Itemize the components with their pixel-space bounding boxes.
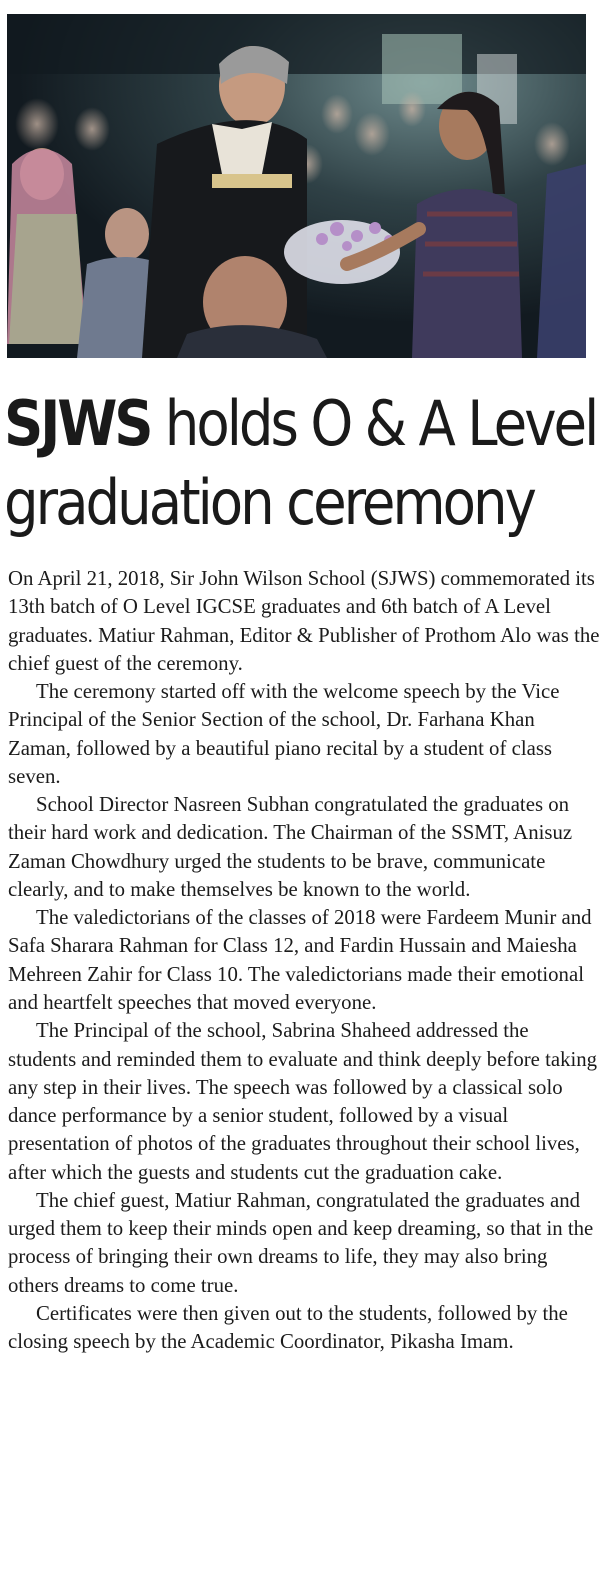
article-paragraph: The valedictorians of the classes of 2018 were Fardeem Munir and Safa Sharara Rahman for Class 12, and Fardin Hussain and Maiesha Mehreen Zahir for Class 10. The valedictorians made their emotional and heartfelt speeches that moved everyone. (8, 906, 592, 1014)
headline-line2: graduation ceremony (4, 466, 534, 539)
article-paragraph: On April 21, 2018, Sir John Wilson School (SJWS) commemorated its 13th batch of O Level IGCSE graduates and 6th batch of A Level graduates. Matiur Rahman, Editor & Publisher of Prothom Alo was the chief guest of the ceremony. (8, 567, 600, 675)
ceremony-photo-illustration (7, 14, 586, 358)
article-paragraph: The chief guest, Matiur Rahman, congratulated the graduates and urged them to keep their minds open and keep dreaming, so that in the process of bringing their own dreams to life, they may also bring others dreams to come true. (8, 1188, 594, 1297)
article-paragraph: The ceremony started off with the welcome speech by the Vice Principal of the Senior Section of the school, Dr. Farhana Khan Zaman, followed by a beautiful piano recital by a student of class seven. (8, 680, 560, 788)
headline-line1: holds O & A Level (150, 387, 597, 460)
article-body (8, 565, 600, 1356)
ceremony-photo (7, 14, 586, 358)
headline-kicker: SJWS (4, 387, 151, 460)
article-headline (4, 384, 597, 542)
article-paragraph: School Director Nasreen Subhan congratulated the graduates on their hard work and dedication. The Chairman of the SSMT, Anisuz Zaman Chowdhury urged the students to be brave, communicate clearly, and to make themselves be known to the world. (8, 793, 573, 901)
article-paragraph: Certificates were then given out to the students, followed by the closing speech by the Academic Coordinator, Pikasha Imam. (8, 1301, 568, 1354)
article-paragraph: The Principal of the school, Sabrina Shaheed addressed the students and reminded them to evaluate and think deeply before taking any step in their lives. The speech was followed by a classical solo dance performance by a senior student, followed by a visual presentation of photos of the graduates throughout their school lives, after which the guests and students cut the graduation cake. (8, 1019, 598, 1184)
